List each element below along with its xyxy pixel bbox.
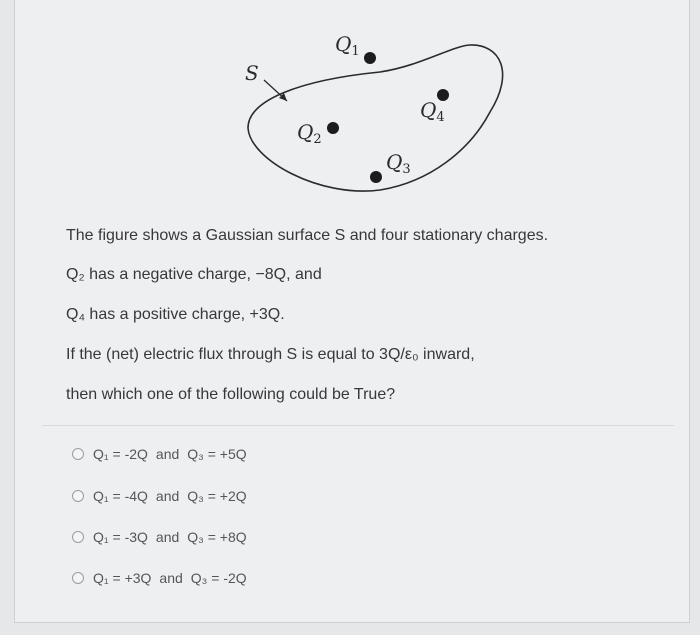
answer-option-4[interactable] — [72, 570, 247, 586]
charge-q1-symbol: Q — [335, 32, 352, 56]
question-line-4: If the (net) electric flux through S is equal to 3Q/ε₀ inward, — [66, 346, 475, 363]
gaussian-surface-figure — [0, 0, 700, 215]
charge-q1-label — [335, 32, 360, 59]
charge-q2-sub: 2 — [313, 132, 322, 147]
charge-q4-sub: 4 — [436, 110, 445, 125]
surface-label — [245, 63, 259, 83]
option-and-text: and — [155, 446, 180, 462]
answer-option-3[interactable] — [72, 529, 247, 545]
charge-q2-label — [297, 120, 322, 147]
option-first-text: Q₁ = -2Q — [93, 446, 148, 462]
option-and-text: and — [155, 488, 180, 504]
option-first-text: Q₁ = +3Q — [93, 570, 152, 586]
radio-button[interactable] — [72, 490, 84, 502]
option-first-text: Q₁ = -3Q — [93, 529, 148, 545]
answer-option-2[interactable] — [72, 488, 247, 504]
charge-q2-symbol: Q — [297, 120, 314, 144]
option-second-text: Q₃ = +5Q — [187, 446, 247, 462]
charge-q4-label — [420, 98, 445, 125]
gaussian-surface-outline — [248, 45, 503, 191]
option-second-text: Q₃ = +8Q — [187, 529, 247, 545]
charge-q2-dot — [327, 122, 339, 134]
question-line-5: then which one of the following could be True? — [66, 386, 396, 403]
option-first-text: Q₁ = -4Q — [93, 488, 148, 504]
answer-option-1[interactable] — [72, 446, 247, 462]
question-line-2: Q₂ has a negative charge, −8Q, and — [66, 266, 322, 283]
radio-button[interactable] — [72, 572, 84, 584]
charge-q3-sub: 3 — [402, 162, 411, 177]
radio-button[interactable] — [72, 531, 84, 543]
radio-button[interactable] — [72, 448, 84, 460]
option-second-text: Q₃ = -2Q — [190, 570, 247, 586]
option-and-text: and — [155, 529, 180, 545]
question-line-3: Q₄ has a positive charge, +3Q. — [66, 306, 285, 323]
charge-q4-symbol: Q — [420, 98, 437, 122]
charge-q1-dot — [364, 52, 376, 64]
charge-q3-dot — [370, 171, 382, 183]
question-line-1: The figure shows a Gaussian surface S and four stationary charges. — [66, 227, 549, 244]
divider — [42, 425, 674, 426]
charge-q3-label — [386, 150, 411, 177]
charge-q1-sub: 1 — [351, 44, 360, 59]
charge-q3-symbol: Q — [386, 150, 403, 174]
option-second-text: Q₃ = +2Q — [187, 488, 247, 504]
surface-label-text: S — [245, 61, 259, 85]
option-and-text: and — [159, 570, 183, 586]
